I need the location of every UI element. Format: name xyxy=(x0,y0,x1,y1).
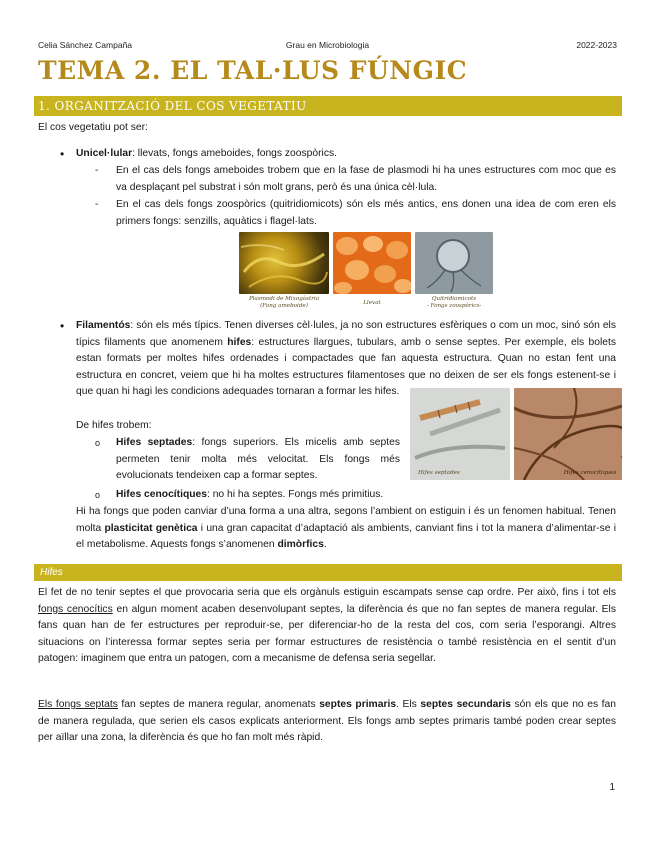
dash-icon: - xyxy=(95,199,99,210)
unicel-sub1: En el cas dels fongs ameboides trobem que en la fase de plasmodi hi ha unes estructures com moc que es va desplaçant pel substrat i són molt grans, però és una única cèl·lula. xyxy=(116,165,616,193)
p2-text-b: . Els xyxy=(396,699,421,710)
p1-text-a: El fet de no tenir septes el que provocaria seria que els orgànuls estiguin escampats sense cap ordre. Per això, fins i tot els xyxy=(38,587,616,598)
header-course: Grau en Microbiologia xyxy=(285,40,370,50)
p2-text-a: fan septes de manera regular, anomenats xyxy=(117,699,320,710)
p1-text-b: en algun moment acaben desenvolupant septes, la diferència és que no fan septes de manera regular. Els fans quan han de fer estructures per reproduir-se, per diferenciar-ho de la resta del cos, com seria l’esporangi. Altres situacions on l’interessa formar septes seria per formar estructures de resistència o també resistència en el sentit d’un patogen: imaginem que entra un patogen, com a mecanisme de defensa seria segellar. xyxy=(38,603,616,665)
chytrid-image xyxy=(415,232,493,294)
septes-primaris-term: septes primaris xyxy=(319,699,397,710)
p2-text-c: són els que no es fan de manera regulada, que serien els casos explicats anteriorment. Els fongs amb septes primaris també poden crear septes per aïllar una zona, la diferència és que ho fan molt més ràpid. xyxy=(38,699,616,744)
de-hifes-text: De hifes trobem: xyxy=(76,420,152,431)
filamentos-text-b: : estructures llargues, tubulars, amb o sense septes. Per exemple, els bolets estan formats per moltes hifes ordenades i compactades que fan aquesta estructura. Quan no estan fent una estructura en concret, veiem que hi ha moltes estructures filamentoses que no deixen de ser els fongs estenent-se i que quan hi hagi les condicions adequades tornaran a formar les hifes. xyxy=(76,336,616,398)
caption-quitri-line1: Quitridiomicots xyxy=(431,296,477,302)
plasticitat-term: plasticitat genètica xyxy=(104,522,198,534)
septades-term: Hifes septades xyxy=(116,437,193,448)
page-title: TEMA 2. EL TAL·LUS FÚNGIC xyxy=(38,56,468,85)
filamentos-term: Filamentós xyxy=(76,320,131,331)
dimorfic-text-c: . xyxy=(323,539,327,551)
filamentos-text-a: : són els més típics. Tenen diverses cèl·lules, ja no son estructures esfèriques o com un moc, sinó són els típics filaments que anomenem xyxy=(76,320,616,348)
plasmodium-illustration xyxy=(239,232,329,294)
circle-bullet-icon: o xyxy=(95,490,101,500)
header-author: Celia Sánchez Campaña xyxy=(38,40,133,50)
septades-text: : fongs superiors. Els micelis amb septes permeten tenir molta més velocitat. Els fongs més evolucionats tendeixen cap a formar septes. xyxy=(116,437,400,482)
header-year: 2022-2023 xyxy=(576,40,617,50)
septes-secundaris-term: septes secundaris xyxy=(420,699,511,710)
cenocitiques-term: Hifes cenocítiques xyxy=(116,489,207,500)
hifes-paragraph-1 xyxy=(38,585,616,668)
hifes-septades-item xyxy=(116,435,400,485)
intro-text: El cos vegetatiu pot ser: xyxy=(38,122,148,133)
unicel-item xyxy=(76,146,616,163)
p1-underline: fongs cenocítics xyxy=(38,603,113,615)
dimorfic-text-a: Hi ha fongs que poden canviar d’una forma a una altra, segons l’ambient on estiguin i és un fenomen habitual. Tenen molta xyxy=(76,506,616,534)
caption-quitri-line2: - Fongs zoospòrics- xyxy=(426,303,482,309)
dimorfics-term: dimòrfics xyxy=(277,539,324,551)
bullet-icon: • xyxy=(60,147,65,161)
chytrid-illustration xyxy=(415,232,493,294)
section-heading-hifes: Hifes xyxy=(34,564,622,581)
septate-hyphae-illustration xyxy=(410,388,510,480)
yeast-image xyxy=(333,232,411,294)
caption-llevat: Llevat xyxy=(363,300,381,306)
caption-plasmodi-line1: Plasmodi de Mixogàstria xyxy=(248,296,320,302)
dimorfic-text-b: i una gran capacitat d’adaptació als ambients, canviant fins i tot la manera d’alimentar-se i el metabolisme. Aquests fongs s’anomenen xyxy=(76,522,617,551)
circle-bullet-icon: o xyxy=(95,438,101,448)
hifes-cenocitiques-item xyxy=(116,487,616,504)
page-header xyxy=(38,40,617,54)
hifes-term: hifes xyxy=(227,336,252,348)
unicel-text: : llevats, fongs ameboides, fongs zoospòrics. xyxy=(132,148,337,159)
caption-cenocitiques: Hifes cenocítiques xyxy=(563,470,617,476)
unicel-sub2: En el cas dels fongs zoospòrics (quitridiomicots) són els més antics, ens donen una idea de com eren els primers fongs: senzills, aquàtics i flagel·lats. xyxy=(116,199,616,227)
coenocytic-hyphae-image xyxy=(514,388,622,480)
dimorfic-paragraph xyxy=(76,504,616,554)
dash-icon: - xyxy=(95,165,99,176)
coenocytic-hyphae-illustration xyxy=(514,388,622,480)
yeast-illustration xyxy=(333,232,411,294)
plasmodium-image xyxy=(239,232,329,294)
cenocitiques-text: : no hi ha septes. Fongs més primitius. xyxy=(206,489,384,500)
caption-quitridiomicots xyxy=(415,296,493,310)
hifes-paragraph-2 xyxy=(38,697,616,747)
septate-hyphae-image xyxy=(410,388,510,480)
caption-septades: Hifes septades xyxy=(418,470,460,476)
page-number: 1 xyxy=(609,782,615,793)
caption-plasmodi-line2: (Fong ameboide) xyxy=(260,303,308,309)
p2-underline: Els fongs septats xyxy=(38,699,118,710)
section-heading-1: 1. ORGANITZACIÓ DEL COS VEGETATIU xyxy=(34,96,622,116)
unicel-term: Unicel·lular xyxy=(76,148,133,159)
caption-plasmodi xyxy=(239,296,329,310)
bullet-icon: • xyxy=(60,319,65,333)
